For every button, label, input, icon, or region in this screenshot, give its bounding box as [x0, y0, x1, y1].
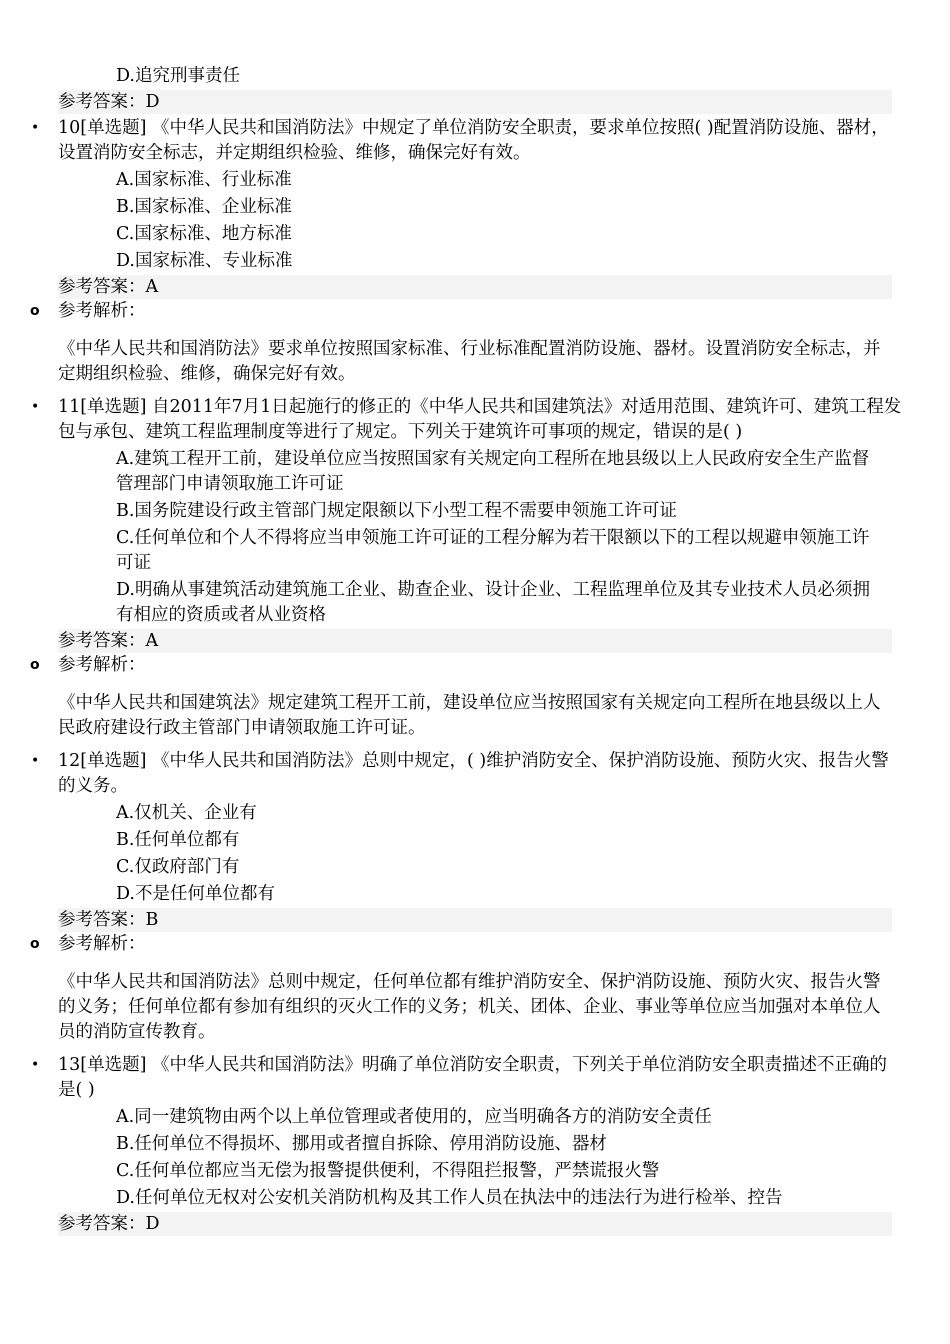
option-d: D.明确从事建筑活动建筑施工企业、勘查企业、设计企业、工程监理单位及其专业技术人员必须拥有相应的资质或者从业资格 — [116, 580, 870, 625]
question-stem: 11[单选题] 自2011年7月1日起施行的修正的《中华人民共和国建筑法》对适用范围、建筑许可、建筑工程发包与承包、建筑工程监理制度等进行了规定。下列关于建筑许可事项的规定，错误的是( ) — [58, 397, 902, 442]
question-13 — [0, 1053, 904, 1103]
option-d: D.国家标准、专业标准 — [116, 251, 293, 271]
sub-bullet-icon: o — [30, 936, 40, 952]
answer-line: 参考答案：B — [58, 908, 892, 932]
explanation-text: 《中华人民共和国消防法》总则中规定，任何单位都有维护消防安全、保护消防设施、预防火灾、报告火警的义务；任何单位都有参加有组织的灭火工作的义务；机关、团体、企业、事业等单位应当加强对本单位人员的消防宣传教育。 — [58, 972, 881, 1042]
question-12 — [0, 749, 904, 799]
explanation-header — [0, 653, 950, 677]
option-c: C.任何单位和个人不得将应当申领施工许可证的工程分解为若干限额以下的工程以规避申领施工许可证 — [116, 528, 870, 573]
option-b: B.国务院建设行政主管部门规定限额以下小型工程不需要申领施工许可证 — [116, 501, 677, 521]
bullet-icon: • — [31, 120, 40, 136]
option-d: D.任何单位无权对公安机关消防机构及其工作人员在执法中的违法行为进行检举、控告 — [116, 1188, 783, 1208]
option-b: B.国家标准、企业标准 — [116, 197, 292, 217]
option-a: A.建筑工程开工前，建设单位应当按照国家有关规定向工程所在地县级以上人民政府安全生产监督管理部门申请领取施工许可证 — [116, 449, 870, 494]
option-d: D.追究刑事责任 — [116, 66, 240, 86]
explanation-label: 参考解析： — [58, 655, 146, 675]
option-c: C.国家标准、地方标准 — [116, 224, 292, 244]
answer-line: 参考答案：D — [58, 1212, 892, 1236]
explanation-text: 《中华人民共和国建筑法》规定建筑工程开工前，建设单位应当按照国家有关规定向工程所在地县级以上人民政府建设行政主管部门申请领取施工许可证。 — [58, 693, 881, 738]
bullet-icon: • — [31, 399, 40, 415]
option-c: C.任何单位都应当无偿为报警提供便利，不得阻拦报警，严禁谎报火警 — [116, 1161, 660, 1181]
question-stem: 13[单选题] 《中华人民共和国消防法》明确了单位消防安全职责，下列关于单位消防安全职责描述不正确的是( ) — [58, 1055, 887, 1100]
document-page — [0, 62, 950, 1236]
option-a: A.同一建筑物由两个以上单位管理或者使用的，应当明确各方的消防安全责任 — [116, 1107, 712, 1127]
question-11 — [0, 395, 904, 445]
question-10 — [0, 116, 904, 166]
bullet-icon: • — [31, 753, 40, 769]
explanation-label: 参考解析： — [58, 301, 146, 321]
explanation-label: 参考解析： — [58, 934, 146, 954]
bullet-icon: • — [31, 1057, 40, 1073]
question-stem: 10[单选题] 《中华人民共和国消防法》中规定了单位消防安全职责，要求单位按照( )配置消防设施、器材，设置消防安全标志，并定期组织检验、维修，确保完好有效。 — [58, 118, 889, 163]
option-a: A.仅机关、企业有 — [116, 803, 257, 823]
option-b: B.任何单位不得损坏、挪用或者擅自拆除、停用消防设施、器材 — [116, 1134, 607, 1154]
option-c: C.仅政府部门有 — [116, 857, 240, 877]
answer-line: 参考答案：A — [58, 275, 892, 299]
explanation-text: 《中华人民共和国消防法》要求单位按照国家标准、行业标准配置消防设施、器材。设置消防安全标志，并定期组织检验、维修，确保完好有效。 — [58, 339, 881, 384]
answer-line: 参考答案：A — [58, 629, 892, 653]
option-b: B.任何单位都有 — [116, 830, 240, 850]
explanation-header — [0, 932, 950, 956]
question-stem: 12[单选题] 《中华人民共和国消防法》总则中规定，( )维护消防安全、保护消防设施、预防火灾、报告火警的义务。 — [58, 751, 889, 796]
sub-bullet-icon: o — [30, 657, 40, 673]
explanation-header — [0, 299, 950, 323]
answer-line: 参考答案：D — [58, 90, 892, 114]
option-d: D.不是任何单位都有 — [116, 884, 275, 904]
option-a: A.国家标准、行业标准 — [116, 170, 292, 190]
sub-bullet-icon: o — [30, 303, 40, 319]
